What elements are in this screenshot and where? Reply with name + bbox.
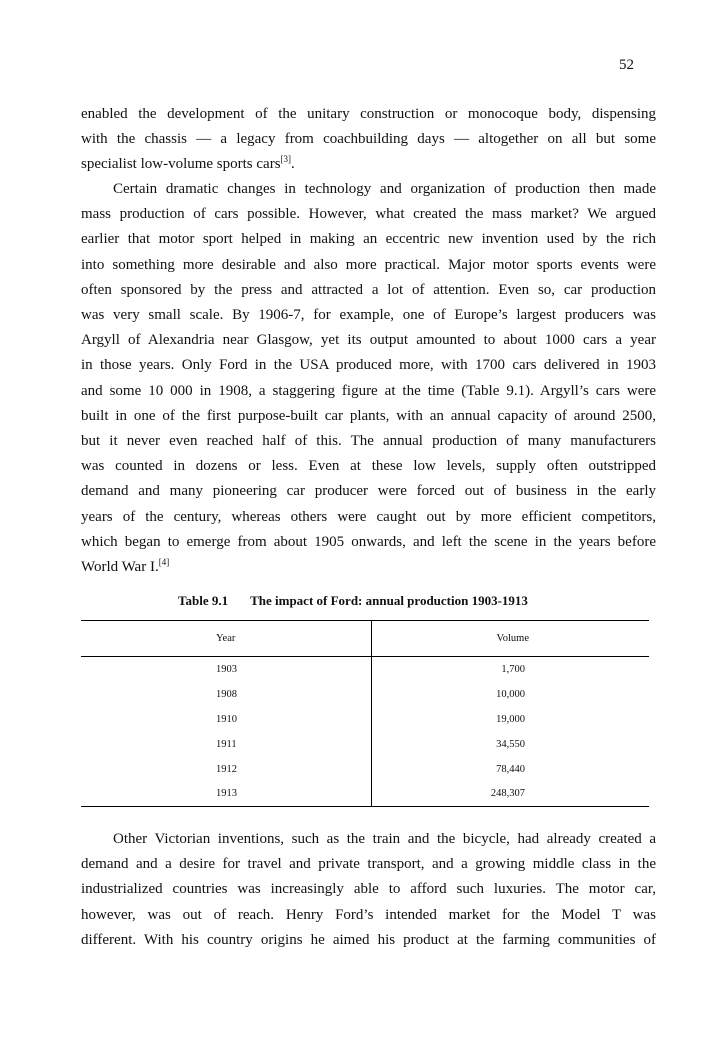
- text-line: Certain dramatic changes in technology and organization of production then made: [113, 181, 656, 197]
- text-line: industrialized countries was increasingly able to afford such luxuries. The motor car,: [81, 881, 656, 898]
- paragraph-victorian: [81, 827, 656, 953]
- text-line: however, was out of reach. Henry Ford’s intended market for the Model T was: [81, 906, 656, 923]
- cell-year: 1903: [81, 657, 371, 682]
- text-line: and some 10 000 in 1908, a staggering figure at the time (Table 9.1). Argyll’s cars were: [81, 382, 656, 399]
- text-line: built in one of the first purpose-built car plants, with an annual capacity of around 2500,: [81, 407, 656, 424]
- table-title: The impact of Ford: annual production 1903-1913: [250, 593, 528, 608]
- text-line: often sponsored by the press and attracted a lot of attention. Even so, car production: [81, 281, 656, 298]
- cell-year: 1911: [81, 732, 371, 757]
- paragraph-continued: [81, 102, 656, 178]
- text-line: but it never even reached half of this. The annual production of many manufacturers: [81, 433, 656, 450]
- cell-volume: 248,307: [490, 788, 525, 800]
- cell-volume: 10,000: [496, 688, 525, 700]
- text-line: Other Victorian inventions, such as the train and the bicycle, had already created a: [113, 831, 656, 847]
- table-row: [81, 732, 649, 757]
- table-row: [81, 782, 649, 807]
- column-header-year: Year: [81, 621, 371, 657]
- paragraph-production: [81, 177, 656, 580]
- text-line: years of the century, whereas others were caught out by more efficient competitors,: [81, 508, 656, 525]
- cell-year: 1913: [81, 782, 371, 807]
- table-row: [81, 682, 649, 707]
- text-line: demand and many pioneering car producer were forced out of business in the early: [81, 483, 656, 500]
- cell-year: 1910: [81, 707, 371, 732]
- text-line: [81, 152, 656, 177]
- text-line: which began to emerge from about 1905 onwards, and left the scene in the years before: [81, 533, 656, 550]
- citation-ref: [4]: [158, 557, 170, 568]
- text-line: mass production of cars possible. However, what created the mass market? We argued: [81, 206, 656, 223]
- table-row: [81, 707, 649, 732]
- table-caption: [178, 593, 528, 609]
- text-line: with the chassis — a legacy from coachbuilding days — altogether on all but some: [81, 131, 656, 148]
- production-table: [81, 620, 649, 807]
- text-line: into something more desirable and also more practical. Major motor sports events were: [81, 256, 656, 273]
- text-line: in those years. Only Ford in the USA produced more, with 1700 cars delivered in 1903: [81, 357, 656, 374]
- cell-year: 1908: [81, 682, 371, 707]
- page-number: 52: [619, 57, 634, 73]
- cell-volume: 78,440: [496, 763, 525, 775]
- text-line: earlier that motor sport helped in making an eccentric new invention used by the rich: [81, 231, 656, 248]
- table-number: Table 9.1: [178, 593, 229, 608]
- text-line: was counted in dozens or less. Even at these low levels, supply often outstripped: [81, 458, 656, 475]
- cell-volume: 19,000: [496, 713, 525, 725]
- text-line: demand and a desire for travel and private transport, and a growing middle class in the: [81, 856, 656, 873]
- text-line: enabled the development of the unitary construction or monocoque body, dispensing: [81, 106, 656, 122]
- column-header-volume: Volume: [496, 633, 529, 644]
- sentence-end: .: [291, 156, 295, 173]
- text-line: different. With his country origins he aimed his product at the farming communities of: [81, 931, 656, 948]
- text-line: was very small scale. By 1906-7, for example, one of Europe’s largest producers was: [81, 307, 656, 324]
- citation-ref: [3]: [280, 154, 292, 165]
- cell-volume: 1,700: [501, 663, 525, 675]
- table-row: [81, 757, 649, 782]
- text-line-content: World War I.: [81, 559, 159, 576]
- cell-volume: 34,550: [496, 738, 525, 750]
- text-line-content: specialist low-volume sports cars: [81, 156, 281, 173]
- table-row: [81, 657, 649, 682]
- table-header-row: [81, 621, 649, 657]
- text-line: [81, 555, 656, 580]
- cell-year: 1912: [81, 757, 371, 782]
- text-line: Argyll of Alexandria near Glasgow, yet its output amounted to about 1000 cars a year: [81, 332, 656, 349]
